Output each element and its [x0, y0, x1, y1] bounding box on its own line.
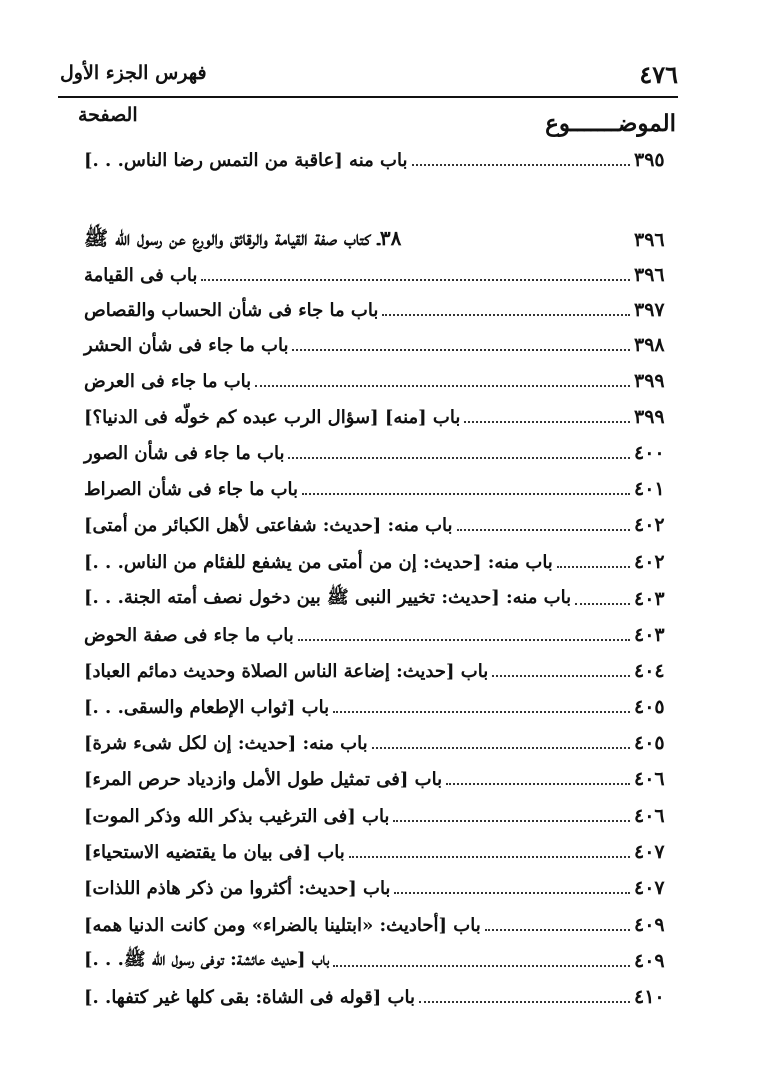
dot-leader [393, 820, 630, 822]
running-header-title: فهرس الجزء الأول [60, 62, 207, 84]
entry-page-number: ٣٩٦ [634, 264, 665, 286]
entry-page-number: ٤٠٧ [634, 841, 665, 863]
index-entry [78, 835, 678, 869]
entry-title: باب [قوله فى الشاة: بقى كلها غير كتفها. .] [84, 986, 415, 1008]
dot-leader [333, 965, 630, 967]
dot-leader [557, 566, 630, 568]
index-entry [78, 328, 678, 362]
index-entry [78, 436, 678, 470]
dot-leader [372, 747, 630, 749]
entry-title: باب [حديث: إضاعة الناس الصلاة وحديث دمائم العباد] [84, 660, 489, 682]
entry-title: باب [فى تمثيل طول الأمل وازدياد حرص المرء] [84, 768, 443, 790]
entry-page-number: ٤٠٢ [634, 514, 665, 536]
index-entry [78, 545, 678, 579]
entry-page-number: ٣٩٩ [634, 370, 665, 392]
entry-page-number: ٤٠٧ [634, 877, 665, 899]
entry-page-number: ٤٠٣ [634, 588, 665, 610]
entry-title: باب [فى الترغيب بذكر الله وذكر الموت] [84, 805, 390, 827]
entry-page-number: ٤٠٥ [634, 696, 665, 718]
index-entry [78, 980, 678, 1014]
index-entry [78, 944, 678, 978]
entry-title: ٣٨ـ كتاب صفة القيامة والرقائق والورع عن رسول الله ﷺ [84, 225, 402, 250]
dot-leader [446, 783, 630, 785]
entry-page-number: ٣٩٦ [634, 229, 665, 251]
entry-page-number: ٣٩٧ [634, 299, 665, 321]
entry-title: باب [منه] [سؤال الرب عبده كم خولّه فى الدنيا؟] [84, 406, 461, 428]
index-entry [78, 400, 678, 434]
entry-title: باب منه: [حديث: إن من أمتى من يشفع للفئام من الناس. . .] [84, 551, 553, 573]
entry-title: باب ما جاء فى شأن الحشر [84, 334, 289, 356]
entry-title: باب ما جاء فى العرض [84, 370, 252, 392]
dot-leader [492, 675, 630, 677]
entry-title: باب [فى بيان ما يقتضيه الاستحياء] [84, 841, 345, 863]
entry-page-number: ٣٩٥ [634, 149, 665, 171]
column-heading-page: الصفحة [78, 104, 138, 126]
entry-page-number: ٣٩٨ [634, 334, 665, 356]
page-number: ٤٧٦ [639, 60, 678, 89]
dot-leader [382, 314, 630, 316]
index-entry [78, 654, 678, 688]
index-entry [78, 690, 678, 724]
index-entries [78, 0, 678, 1087]
chapter-heading-entry [78, 223, 678, 257]
entry-title: باب [أحاديث: «ابتلينا بالضراء» ومن كانت الدنيا همه] [84, 914, 481, 936]
dot-leader [288, 457, 630, 459]
entry-page-number: ٤٠٢ [634, 551, 665, 573]
entry-title: باب ما جاء فى شأن الصراط [84, 478, 299, 500]
entry-page-number: ٤١٠ [634, 986, 665, 1008]
dot-leader [485, 929, 630, 931]
entry-page-number: ٤٠٠ [634, 442, 665, 464]
dot-leader [575, 603, 630, 605]
dot-leader [464, 421, 630, 423]
entry-title: باب ما جاء فى شأن الحساب والقصاص [84, 299, 379, 321]
index-entry [78, 871, 678, 905]
entry-page-number: ٤٠٩ [634, 914, 665, 936]
dot-leader [419, 1001, 630, 1003]
dot-leader [302, 493, 630, 495]
dot-leader [394, 892, 630, 894]
entry-page-number: ٤٠٤ [634, 660, 665, 682]
entry-page-number: ٤٠١ [634, 478, 665, 500]
entry-page-number: ٤٠٩ [634, 950, 665, 972]
dot-leader [412, 164, 631, 166]
entry-title: باب [حديث عائشة: توفى رسول الله ﷺ. . .] [84, 949, 330, 970]
index-entry [78, 508, 678, 542]
entry-title: باب [ثواب الإطعام والسقى. . .] [84, 696, 330, 718]
column-heading-topic: الموضـــــــوع [545, 110, 676, 137]
entry-page-number: ٤٠٣ [634, 624, 665, 646]
entry-page-number: ٤٠٥ [634, 732, 665, 754]
entry-title: باب منه: [حديث: إن لكل شىء شرة] [84, 732, 368, 754]
entry-title: باب منه: [حديث: شفاعتى لأهل الكبائر من أمتى] [84, 514, 453, 536]
dot-leader [255, 385, 630, 387]
dot-leader [349, 856, 630, 858]
entry-page-number: ٤٠٦ [634, 768, 665, 790]
index-entry [78, 726, 678, 760]
dot-leader [457, 529, 630, 531]
index-entry [78, 143, 678, 177]
entry-page-number: ٣٩٩ [634, 406, 665, 428]
entry-title: باب فى القيامة [84, 264, 198, 286]
entry-title: باب ما جاء فى صفة الحوض [84, 624, 294, 646]
index-entry [78, 618, 678, 652]
entry-page-number: ٤٠٦ [634, 805, 665, 827]
index-entry [78, 582, 678, 616]
index-entry [78, 258, 678, 292]
dot-leader [292, 349, 630, 351]
index-entry [78, 472, 678, 506]
entry-title: باب [حديث: أكثروا من ذكر هاذم اللذات] [84, 877, 391, 899]
index-entry [78, 799, 678, 833]
index-entry [78, 762, 678, 796]
index-entry [78, 293, 678, 327]
entry-title: باب ما جاء فى شأن الصور [84, 442, 285, 464]
entry-title: باب منه [عاقبة من التمس رضا الناس. . .] [84, 149, 408, 171]
dot-leader [201, 279, 630, 281]
entry-title: باب منه: [حديث: تخيير النبى ﷺ بين دخول نصف أمته الجنة. . .] [84, 587, 572, 608]
dot-leader [333, 711, 630, 713]
index-entry [78, 364, 678, 398]
dot-leader [298, 639, 630, 641]
index-entry [78, 908, 678, 942]
